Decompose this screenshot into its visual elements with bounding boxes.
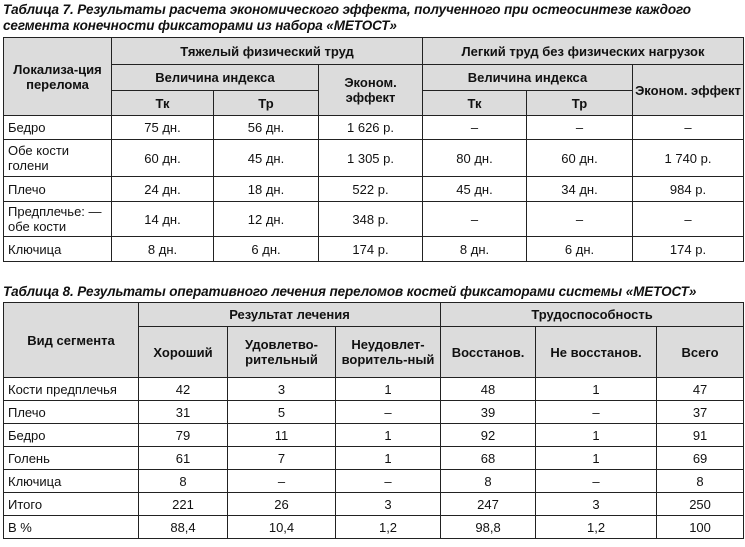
table-cell: 31 [139,401,228,424]
table-cell: 8 дн. [112,237,214,262]
heavy-work-header: Тяжелый физический труд [112,38,423,65]
tr-header-light: Тр [527,91,633,116]
table-row [4,202,744,237]
row-label: Ключица [4,470,139,493]
table-cell: 80 дн. [423,140,527,177]
row-label: Бедро [4,116,112,140]
table-cell: 7 [228,447,336,470]
row-label: Предплечье: — обе кости [4,202,112,237]
row-label: Плечо [4,177,112,202]
light-work-header: Легкий труд без физических нагрузок [423,38,744,65]
table-cell: 1 [536,378,657,401]
table-cell: 100 [657,516,744,539]
table-cell: 8 [657,470,744,493]
table-cell: 6 дн. [527,237,633,262]
tk-header-light: Тк [423,91,527,116]
table-cell: 34 дн. [527,177,633,202]
table-cell: – [527,202,633,237]
table-row [4,493,744,516]
table7-caption: Таблица 7. Результаты расчета экономического эффекта, полученного при остеосинтезе каждого сегмента конечности фиксаторами из набора «МЕТОСТ» [3,2,691,33]
localization-header: Локализа-ция перелома [4,38,112,116]
table-cell: 6 дн. [214,237,319,262]
row-label: Ключица [4,237,112,262]
table-row [4,140,744,177]
table-cell: 91 [657,424,744,447]
satisfactory-header: Удовлетво-рительный [228,327,336,378]
table-cell: 3 [228,378,336,401]
table-cell: 984 р. [633,177,744,202]
table-cell: 92 [441,424,536,447]
table-cell: 98,8 [441,516,536,539]
table-cell: 1 [536,424,657,447]
table-row [4,378,744,401]
table-cell: 10,4 [228,516,336,539]
table-cell: 1 [336,378,441,401]
table-cell: 60 дн. [112,140,214,177]
table-cell: 1 305 р. [319,140,423,177]
unsatisfactory-header: Неудовлет-воритель-ный [336,327,441,378]
table-cell: 8 [139,470,228,493]
table-cell: 18 дн. [214,177,319,202]
table-cell: 12 дн. [214,202,319,237]
table-cell: 1,2 [536,516,657,539]
table-cell: 1 [336,447,441,470]
table-cell: 26 [228,493,336,516]
table-cell: – [423,202,527,237]
table-cell: 88,4 [139,516,228,539]
result-header: Результат лечения [139,303,441,327]
row-label: Итого [4,493,139,516]
table-row [4,177,744,202]
table-cell: 1,2 [336,516,441,539]
table-row [4,516,744,539]
table-cell: 60 дн. [527,140,633,177]
row-label: Кости предплечья [4,378,139,401]
table-cell: 5 [228,401,336,424]
table-cell: – [423,116,527,140]
table-cell: 42 [139,378,228,401]
table-cell: 68 [441,447,536,470]
table-cell: 247 [441,493,536,516]
treatment-results-table [3,302,744,539]
table-cell: 48 [441,378,536,401]
table-cell: 1 626 р. [319,116,423,140]
table-cell: – [536,470,657,493]
table-cell: – [633,116,744,140]
table-cell: 56 дн. [214,116,319,140]
row-label: Бедро [4,424,139,447]
table-cell: – [536,401,657,424]
table-cell: – [633,202,744,237]
table-cell: 8 [441,470,536,493]
table-cell: 45 дн. [214,140,319,177]
table-cell: – [228,470,336,493]
table-cell: 14 дн. [112,202,214,237]
row-label: Голень [4,447,139,470]
table-row [4,447,744,470]
total-header: Всего [657,327,744,378]
table-row [4,237,744,262]
table-row [4,401,744,424]
table-cell: – [336,470,441,493]
table-cell: 24 дн. [112,177,214,202]
table-cell: 45 дн. [423,177,527,202]
work-ability-header: Трудоспособность [441,303,744,327]
table-cell: 250 [657,493,744,516]
table-cell: 3 [536,493,657,516]
row-label: Плечо [4,401,139,424]
table-cell: 69 [657,447,744,470]
restored-header: Восстанов. [441,327,536,378]
table-cell: 11 [228,424,336,447]
table-cell: 1 [336,424,441,447]
table-cell: 1 [536,447,657,470]
not-restored-header: Не восстанов. [536,327,657,378]
table-cell: 47 [657,378,744,401]
table-cell: – [336,401,441,424]
index-value-header-heavy: Величина индекса [112,65,319,91]
row-label: В % [4,516,139,539]
table-cell: 522 р. [319,177,423,202]
econ-effect-header-light: Эконом. эффект [633,65,744,116]
economic-effect-table [3,37,744,262]
econ-effect-header-heavy: Эконом. эффект [319,65,423,116]
table-cell: 174 р. [319,237,423,262]
table-row [4,470,744,493]
tr-header-heavy: Тр [214,91,319,116]
table-cell: – [527,116,633,140]
table-row [4,424,744,447]
table-cell: 37 [657,401,744,424]
segment-header: Вид сегмента [4,303,139,378]
index-value-header-light: Величина индекса [423,65,633,91]
table-cell: 39 [441,401,536,424]
table-cell: 174 р. [633,237,744,262]
tk-header-heavy: Тк [112,91,214,116]
good-header: Хороший [139,327,228,378]
table8-caption: Таблица 8. Результаты оперативного лечения переломов костей фиксаторами системы «МЕТОСТ» [3,284,697,299]
row-label: Обе кости голени [4,140,112,177]
table-cell: 61 [139,447,228,470]
table-cell: 221 [139,493,228,516]
table-cell: 75 дн. [112,116,214,140]
table-row [4,116,744,140]
table-cell: 8 дн. [423,237,527,262]
table-cell: 348 р. [319,202,423,237]
table-cell: 3 [336,493,441,516]
table-cell: 79 [139,424,228,447]
table-cell: 1 740 р. [633,140,744,177]
